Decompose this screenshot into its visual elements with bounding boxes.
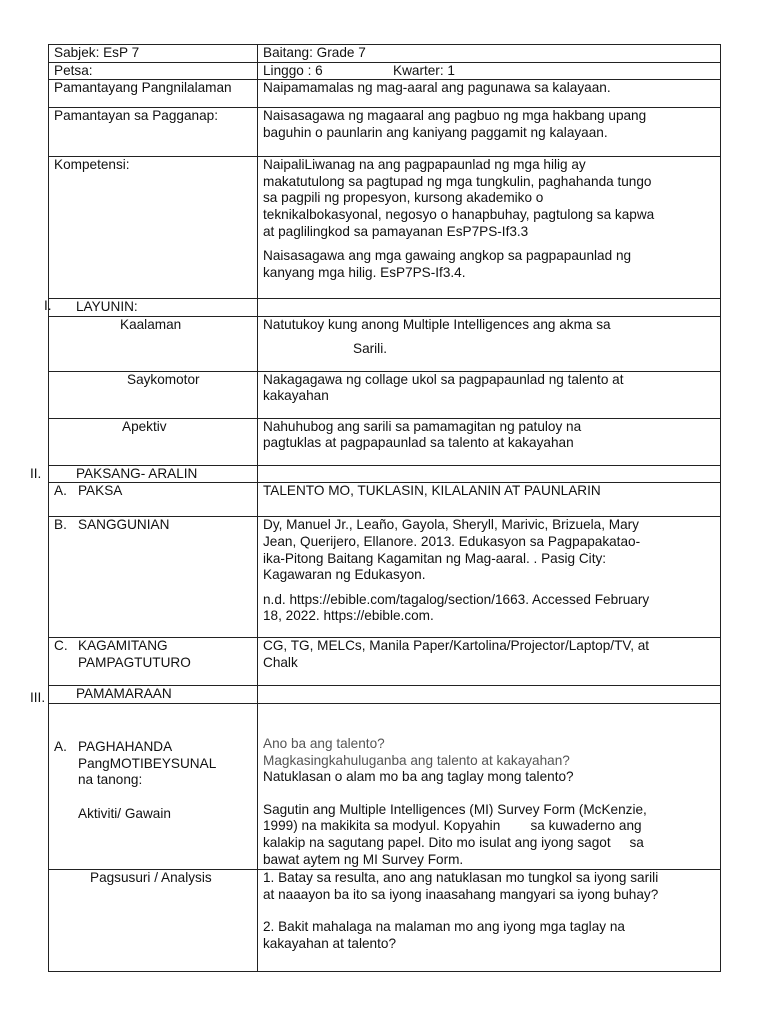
analysis-text [258, 869, 721, 971]
procedure-heading [49, 686, 258, 704]
lesson-plan-table [48, 44, 721, 972]
text-line: Sagutin ang Multiple Intelligences (MI) Survey Form (McKenzie, [263, 801, 647, 817]
quarter-value: Kwarter: 1 [393, 62, 455, 78]
row-objectives-heading [49, 299, 721, 317]
affective-label: Apektiv [122, 418, 167, 434]
subject-matter-heading-text: PAKSANG- ARALIN [76, 465, 198, 481]
text-line: at paglilingkod sa pamayanan EsP7PS-If3.3 [263, 223, 529, 239]
text-line: 18, 2022. https://ebible.com. [263, 608, 434, 624]
text-line: kalakip na sagutang papel. Dito mo isulat ang iyong sagot sa [263, 834, 644, 850]
week-value: Linggo : 6 [263, 62, 323, 78]
knowledge-label-cell [49, 316, 258, 371]
objectives-heading [49, 299, 258, 317]
topic-label-cell [49, 483, 258, 517]
materials-text [258, 638, 721, 686]
text-line: Chalk [263, 654, 298, 670]
row-references [49, 517, 721, 638]
objectives-heading-text: LAYUNIN: [76, 299, 138, 315]
row-analysis [49, 869, 721, 971]
text-line: CG, TG, MELCs, Manila Paper/Kartolina/Projector/Laptop/TV, at [263, 638, 650, 654]
references-label-cell [49, 517, 258, 638]
prep-label: na tanong: [78, 772, 143, 788]
references-label: SANGGUNIAN [78, 517, 170, 533]
text-line: makatutulong sa pagtupad ng mga tungkulin, paghahanda tungo [263, 173, 652, 189]
text-line: Magkasingkahuluganba ang talento at kakayahan? [263, 752, 570, 768]
text-line: Natutukoy kung anong Multiple Intelligences ang akma sa [263, 316, 611, 332]
text-line: Dy, Manuel Jr., Leaño, Gayola, Sheryll, Marivic, Brizuela, Mary [263, 517, 639, 533]
materials-label: KAGAMITANG [78, 638, 168, 654]
text-line: kakayahan at talento? [263, 935, 397, 951]
text-line: Naisasagawa ang mga gawaing angkop sa pagpapaunlad ng [263, 248, 632, 264]
preparation-label-cell [49, 703, 258, 869]
row-affective [49, 418, 721, 465]
text-line: kanyang mga hilig. EsP7PS-If3.4. [263, 264, 466, 280]
activity-label: Aktiviti/ Gawain [78, 805, 171, 821]
list-marker: C. [54, 638, 68, 654]
date-label: Petsa: [49, 62, 258, 80]
text-line: baguhin o paunlarin ang kaniyang paggamit ng kalayaan. [263, 124, 608, 140]
affective-text [258, 418, 721, 465]
text-line: Nahuhubog ang sarili sa pamamagitan ng patuloy na [263, 418, 582, 434]
row-skill [49, 371, 721, 418]
materials-label-cell [49, 638, 258, 686]
text-line: Nakagagawa ng collage ukol sa pagpapaunlad ng talento at [263, 371, 624, 387]
preparation-text [258, 703, 721, 869]
roman-numeral-objectives: I. [44, 298, 52, 313]
row-preparation [49, 703, 721, 869]
roman-numeral-subject-matter: II. [30, 466, 42, 481]
text-line: teknikalbokasyonal, negosyo o hanapbuhay, pagtulong sa kapwa [263, 206, 655, 222]
row-content-standard [49, 80, 721, 108]
prep-label: PAGHAHANDA [78, 738, 173, 754]
text-line: n.d. https://ebible.com/tagalog/section/1663. Accessed February [263, 591, 650, 607]
text-line: Ano ba ang talento? [263, 735, 385, 751]
text-line: Natuklasan o alam mo ba ang taglay mong talento? [263, 769, 574, 785]
prep-label: PangMOTIBEYSUNAL [78, 755, 217, 771]
content-standard-label: Pamantayang Pangnilalaman [49, 80, 258, 108]
prep-line [54, 739, 252, 756]
text-line: 1. Batay sa resulta, ano ang natuklasan mo tungkol sa iyong sarili [263, 869, 659, 885]
row-procedure-heading [49, 686, 721, 704]
empty-cell [258, 299, 721, 317]
skill-text [258, 371, 721, 418]
row-subject-matter-heading [49, 465, 721, 483]
text-line: Kagawaran ng Edukasyon. [263, 567, 426, 583]
row-knowledge [49, 316, 721, 371]
row-subject [49, 45, 721, 63]
procedure-heading-text: PAMAMARAAN [76, 686, 172, 702]
roman-numeral-procedure: III. [30, 690, 46, 705]
row-performance-standard [49, 108, 721, 157]
performance-standard-label: Pamantayan sa Pagganap: [49, 108, 258, 157]
text-line: at naaayon ba ito sa iyong inaasahang mangyari sa iyong buhay? [263, 886, 659, 902]
knowledge-text [258, 316, 721, 371]
row-competency [49, 157, 721, 299]
content-standard-text: Naipamamalas ng mag-aaral ang pagunawa sa kalayaan. [258, 80, 721, 108]
affective-label-cell [49, 418, 258, 465]
text-line: 1999) na makikita sa modyul. Kopyahin sa kuwaderno ang [263, 818, 642, 834]
week-quarter-cell [258, 62, 721, 80]
references-text [258, 517, 721, 638]
text-line: ika-Pitong Baitang Kagamitan ng Mag-aaral. . Pasig City: [263, 550, 607, 566]
skill-label-cell [49, 371, 258, 418]
list-marker: A. [54, 483, 67, 499]
subject-cell: Sabjek: EsP 7 [49, 45, 258, 63]
text-line: kakayahan [263, 388, 329, 404]
empty-cell [258, 465, 721, 483]
text-line: Jean, Querijero, Ellanore. 2013. Edukasyon sa Pagpapakatao- [263, 533, 641, 549]
text-line: sa pagpili ng propesyon, kursong akademiko o [263, 190, 544, 206]
skill-label: Saykomotor [127, 371, 200, 387]
competency-label: Kompetensi: [49, 157, 258, 299]
row-materials [49, 638, 721, 686]
competency-text [258, 157, 721, 299]
list-marker: A. [54, 738, 67, 754]
analysis-label: Pagsusuri / Analysis [90, 869, 212, 885]
row-topic [49, 483, 721, 517]
row-date [49, 62, 721, 80]
list-marker: B. [54, 517, 67, 533]
materials-line [54, 638, 252, 655]
topic-label: PAKSA [78, 483, 123, 499]
topic-text: TALENTO MO, TUKLASIN, KILALANIN AT PAUNLARIN [258, 483, 721, 517]
analysis-label-cell [49, 869, 258, 971]
materials-label: PAMPAGTUTURO [78, 654, 191, 670]
subject-matter-heading [49, 465, 258, 483]
performance-standard-text [258, 108, 721, 157]
text-line: Naisasagawa ng magaaral ang pagbuo ng mga hakbang upang [263, 108, 647, 124]
text-line: pagtuklas at pagpapaunlad sa talento at kakayahan [263, 435, 574, 451]
empty-cell [258, 686, 721, 704]
text-line: NaipaliLiwanag na ang pagpapaunlad ng mga hilig ay [263, 157, 586, 173]
knowledge-label: Kaalaman [120, 316, 182, 332]
text-line: 2. Bakit mahalaga na malaman mo ang iyong mga taglay na [263, 919, 625, 935]
grade-cell: Baitang: Grade 7 [258, 45, 721, 63]
text-line: bawat aytem ng MI Survey Form. [263, 851, 464, 867]
text-line: Sarili. [353, 341, 387, 357]
